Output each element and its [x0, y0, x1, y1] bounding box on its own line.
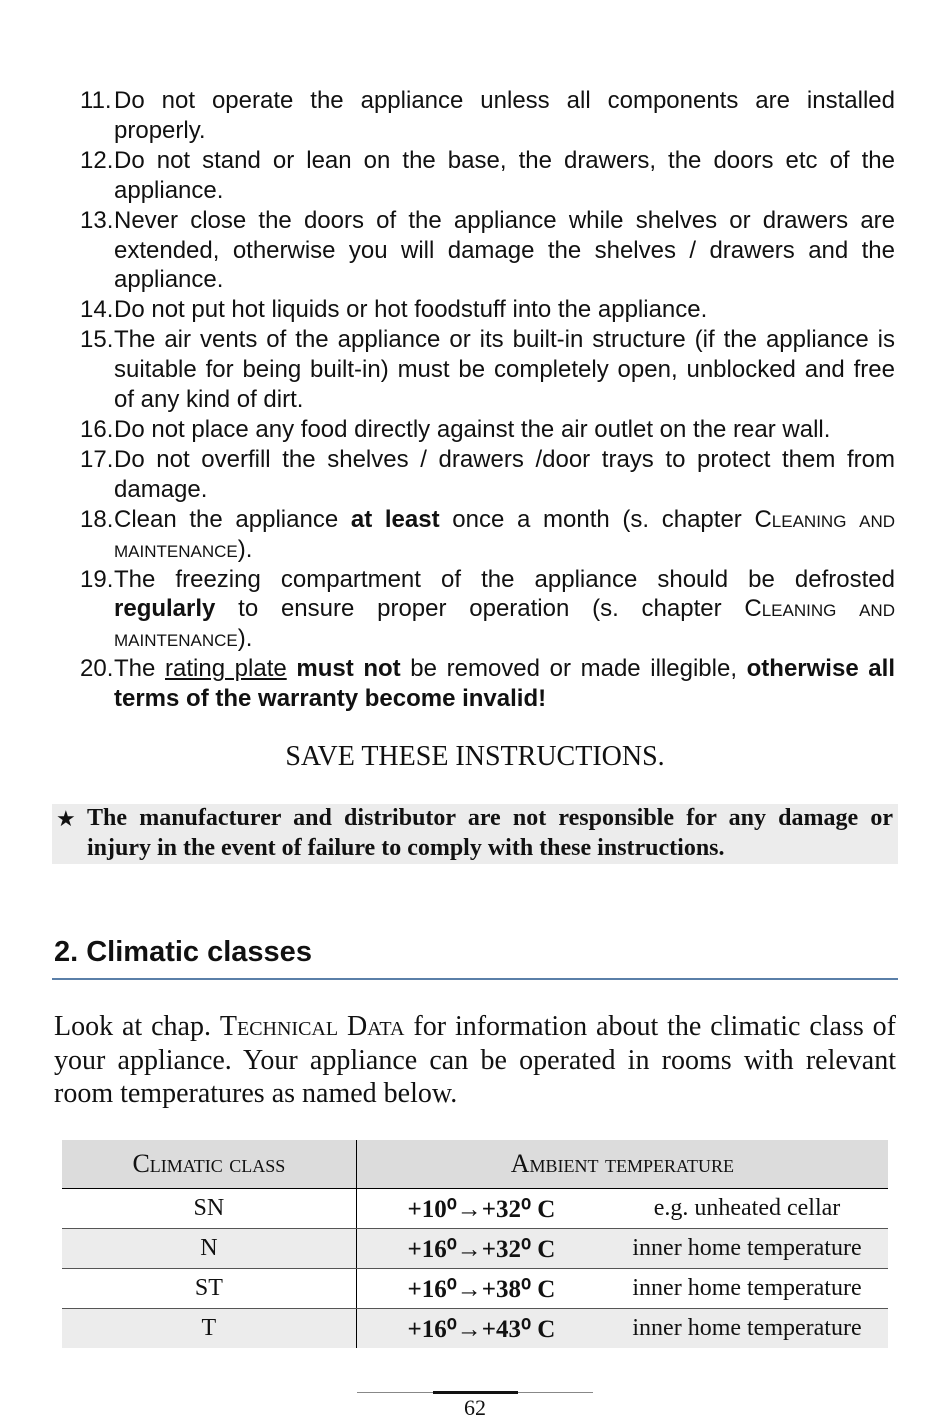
list-item-text: [287, 655, 297, 682]
liability-note: [52, 804, 898, 864]
climatic-intro-paragraph: [54, 1010, 896, 1111]
star-icon: ★: [56, 806, 76, 831]
list-item: [80, 295, 895, 325]
cell-class: N: [62, 1229, 356, 1269]
cell-description: inner home temperature: [606, 1309, 888, 1349]
cell-temperature-range: +16⁰→+43⁰ C: [356, 1309, 606, 1349]
list-item-text: The air vents of the appliance or its built-in structure (if the appliance is suitable for being built-in) must be completely open, unblocked and free of any kind of dirt.: [114, 326, 895, 414]
list-item-number: 20.: [80, 655, 114, 683]
list-item-text: at least: [350, 505, 440, 533]
list-item-text: to ensure proper operation (s. chapter: [215, 595, 745, 623]
list-item-text: otherwise all terms of the warranty become invalid!: [114, 655, 895, 713]
cell-description: e.g. unheated cellar: [606, 1189, 888, 1229]
list-item-text: The freezing compartment of the appliance should be defrosted: [114, 565, 895, 593]
liability-note-text: The manufacturer and distributor are not responsible for any damage or injury in the event of failure to comply with these instructions.: [87, 805, 893, 861]
list-item: [80, 505, 895, 565]
intro-text-end: for information about the climatic class of your appliance. Your appliance can be operated in rooms with relevant room temperatures as named below.: [54, 1011, 897, 1109]
list-item-text: Do not stand or lean on the base, the drawers, the doors etc of the appliance.: [114, 146, 895, 204]
heading-rule: [52, 978, 898, 980]
list-item-text: Do not place any food directly against the air outlet on the rear wall.: [114, 415, 831, 443]
list-item-number: 16.: [80, 415, 114, 443]
list-item-number: 18.: [80, 505, 114, 533]
technical-data-reference: Technical Data: [219, 1011, 405, 1042]
list-item-number: 17.: [80, 445, 114, 473]
footer-rule-mark: [433, 1391, 518, 1394]
list-item-text: The: [114, 655, 165, 683]
list-item-number: 15.: [80, 326, 114, 354]
list-item-text: Do not operate the appliance unless all components are installed properly.: [114, 87, 895, 144]
list-item-text: must not: [296, 655, 401, 683]
table-row: [62, 1269, 888, 1309]
list-item-number: 12.: [80, 146, 114, 174]
list-item: [80, 654, 895, 714]
list-item-text: Do not put hot liquids or hot foodstuff into the appliance.: [114, 296, 708, 324]
list-item-text: regularly: [114, 595, 216, 623]
list-item: [80, 146, 895, 206]
list-item-text: Cleaning and maintenance: [114, 595, 895, 653]
cell-temperature-range: +16⁰→+32⁰ C: [356, 1229, 606, 1269]
list-item: [80, 445, 895, 505]
section-heading: 2. Climatic classes: [54, 936, 312, 968]
list-item: [80, 325, 895, 415]
list-item: [80, 206, 895, 296]
list-item-number: 19.: [80, 565, 114, 593]
list-item-text: Cleaning and maintenance: [114, 505, 896, 563]
header-ambient-temperature: Ambient temperature: [356, 1140, 888, 1189]
list-item-text: rating plate: [165, 655, 287, 683]
list-item-number: 11.: [80, 87, 112, 114]
cell-temperature-range: +16⁰→+38⁰ C: [356, 1269, 606, 1309]
page-number: 62: [464, 1395, 486, 1420]
climatic-class-table: [62, 1140, 888, 1348]
cell-description: inner home temperature: [606, 1269, 888, 1309]
list-item-text: Do not overfill the shelves / drawers /door trays to protect them from damage.: [114, 445, 895, 503]
table-row: [62, 1189, 888, 1229]
list-item-text: Never close the doors of the appliance while shelves or drawers are extended, otherwise you will damage the shelves / drawers and the appliance.: [114, 206, 895, 294]
list-item-text: ).: [237, 535, 253, 563]
list-item: [80, 565, 895, 655]
cell-description: inner home temperature: [606, 1229, 888, 1269]
table-header-row: [62, 1140, 888, 1189]
list-item-text: be removed or made illegible,: [400, 655, 747, 683]
table-row: [62, 1229, 888, 1269]
list-item-number: 14.: [80, 296, 114, 324]
cell-class: ST: [62, 1269, 356, 1309]
cell-temperature-range: +10⁰→+32⁰ C: [356, 1189, 606, 1229]
header-climatic-class: Climatic class: [62, 1140, 356, 1189]
cell-class: SN: [62, 1189, 356, 1229]
intro-text-start: Look at chap.: [54, 1011, 220, 1042]
list-item-text: ).: [237, 625, 253, 653]
save-instructions-line: SAVE THESE INSTRUCTIONS.: [285, 741, 665, 772]
safety-instruction-list: [80, 86, 895, 714]
list-item-text: Clean the appliance: [114, 505, 351, 533]
list-item: [80, 86, 895, 146]
list-item: [80, 415, 895, 445]
list-item-number: 13.: [80, 206, 114, 234]
list-item-text: once a month (s. chapter: [439, 505, 755, 533]
cell-class: T: [62, 1309, 356, 1349]
table-row: [62, 1309, 888, 1349]
